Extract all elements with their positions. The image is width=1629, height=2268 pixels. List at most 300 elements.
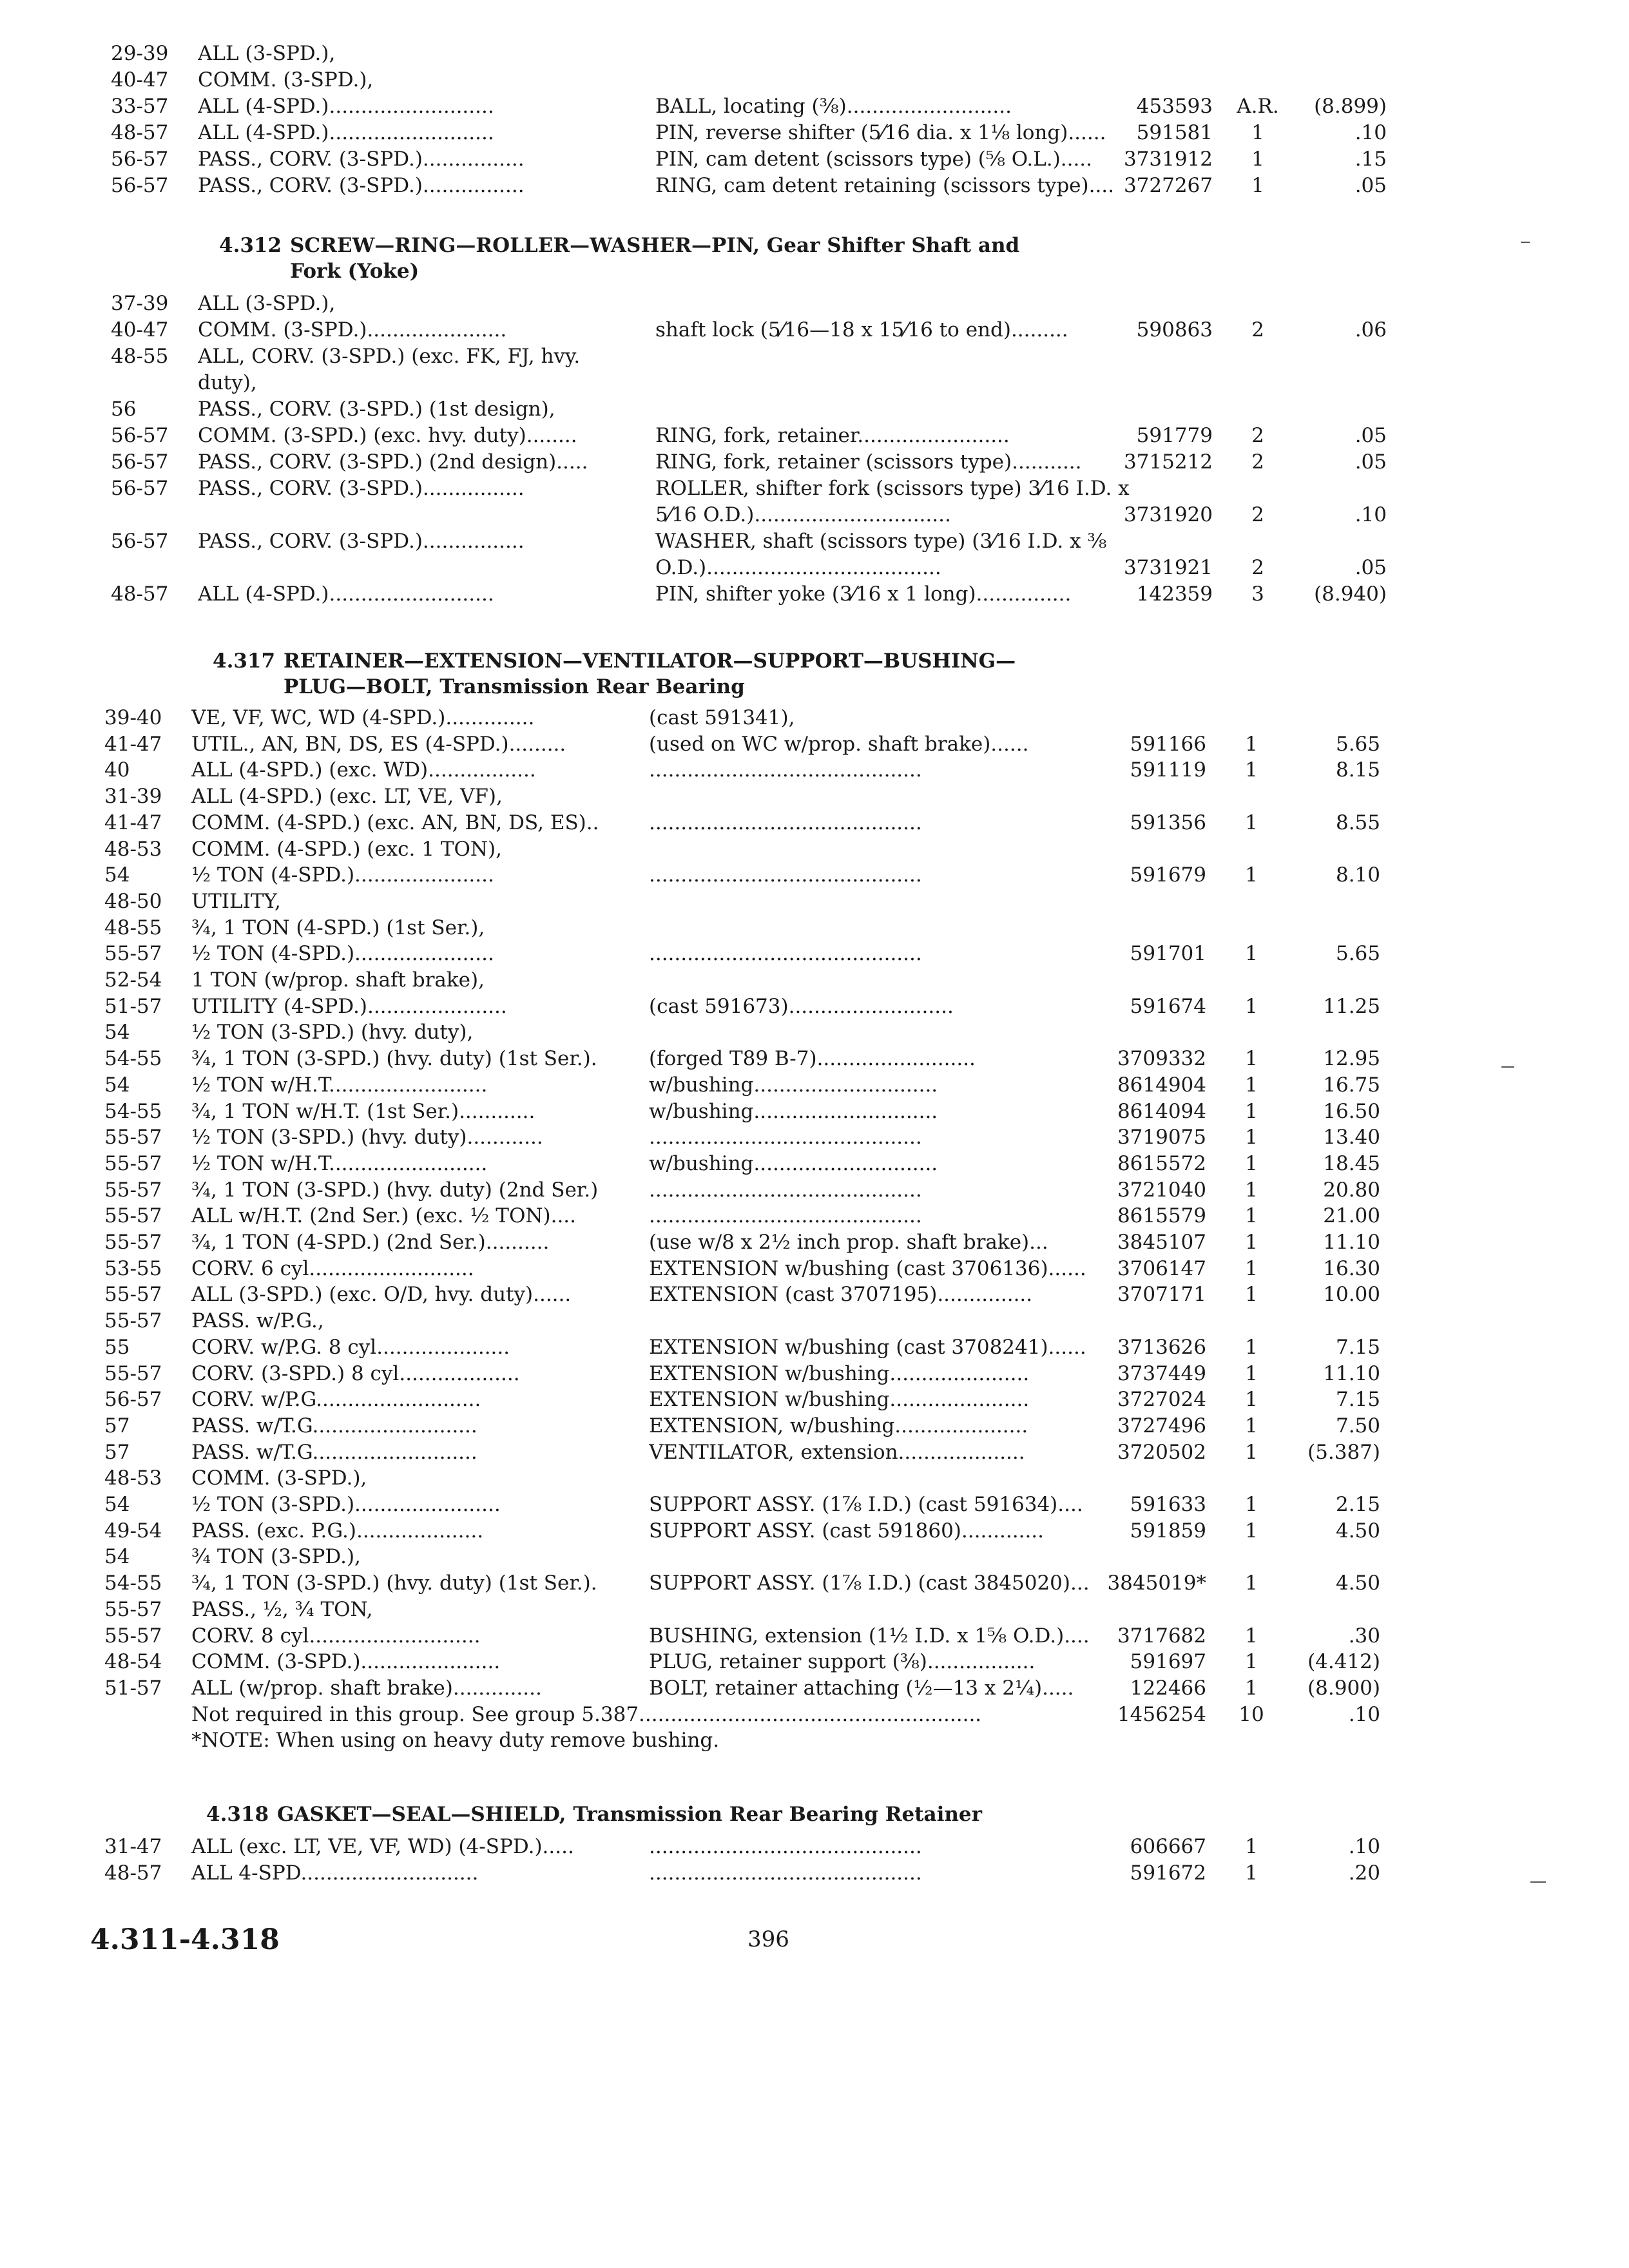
section-title-continued: Fork (Yoke) [290, 260, 419, 283]
years-cell: 55-57 [104, 1204, 162, 1227]
description-cell: (used on WC w/prop. shaft brake)...... [649, 733, 1029, 756]
models-cell: ALL (4-SPD.) (exc. WD)................. [191, 758, 536, 782]
models-cell: ALL (3-SPD.), [198, 292, 336, 315]
quantity-cell: 1 [1245, 1126, 1258, 1149]
years-cell: 57 [104, 1441, 130, 1464]
parts-row [104, 1727, 1393, 1754]
description-cell: ........................................... [649, 1126, 922, 1149]
years-cell: 55-57 [104, 1178, 162, 1202]
quantity-cell: 1 [1245, 1362, 1258, 1385]
description-cell: RING, fork, retainer........................ [655, 424, 1010, 447]
price-cell: (8.899) [1314, 95, 1387, 118]
parts-row [104, 1307, 1393, 1334]
description-cell: ........................................... [649, 1204, 922, 1227]
years-cell: 33-57 [111, 95, 169, 118]
price-cell: .30 [1348, 1624, 1380, 1648]
models-cell: ALL (4-SPD.).......................... [198, 121, 494, 144]
quantity-cell: 1 [1245, 863, 1258, 887]
years-cell: 57 [104, 1414, 130, 1437]
description-cell: RING, fork, retainer (scissors type)........... [655, 450, 1082, 474]
models-cell: ½ TON w/H.T......................... [191, 1073, 488, 1097]
part-number-cell: 8614094 [1117, 1100, 1206, 1123]
price-cell: 12.95 [1323, 1047, 1380, 1070]
parts-row [104, 1412, 1393, 1439]
price-cell: .20 [1348, 1861, 1380, 1885]
scan-mark [1501, 1066, 1514, 1068]
description-cell: O.D.)..................................... [655, 556, 941, 579]
models-cell: ALL (4-SPD.).......................... [198, 582, 494, 606]
models-cell: ¾, 1 TON (4-SPD.) (1st Ser.), [191, 916, 485, 939]
years-cell: 56-57 [111, 424, 169, 447]
description-cell: w/bushing............................. [649, 1100, 938, 1123]
years-cell: 54 [104, 1493, 130, 1516]
description-cell: 5⁄16 O.D.)............................... [655, 503, 951, 526]
quantity-cell: 3 [1251, 582, 1264, 606]
quantity-cell: 1 [1245, 1414, 1258, 1437]
section-header [206, 1801, 982, 1828]
models-cell: CORV. (3-SPD.) 8 cyl................... [191, 1362, 520, 1385]
parts-row [104, 756, 1393, 783]
price-cell: 2.15 [1335, 1493, 1380, 1516]
part-number-cell: 591119 [1130, 758, 1206, 782]
part-number-cell: 3731921 [1123, 556, 1213, 579]
years-cell: 55 [104, 1336, 130, 1359]
description-cell: (use w/8 x 2½ inch prop. shaft brake)... [649, 1231, 1048, 1254]
scan-mark [1521, 242, 1530, 243]
price-cell: .10 [1354, 121, 1387, 144]
parts-row [104, 1124, 1393, 1151]
models-cell: ALL, CORV. (3-SPD.) (exc. FK, FJ, hvy. [198, 345, 581, 368]
parts-row [104, 1334, 1393, 1361]
parts-row [104, 1833, 1393, 1860]
models-cell: ½ TON (3-SPD.) (hvy. duty), [191, 1021, 474, 1044]
years-cell: 56 [111, 398, 137, 421]
years-cell: 40-47 [111, 68, 169, 91]
part-number-cell: 3731920 [1123, 503, 1213, 526]
models-cell: ½ TON (3-SPD.) (hvy. duty)............ [191, 1126, 543, 1149]
models-cell: ¾, 1 TON (3-SPD.) (hvy. duty) (1st Ser.). [191, 1571, 597, 1595]
models-cell: ½ TON (3-SPD.)....................... [191, 1493, 501, 1516]
part-number-cell: 591166 [1130, 733, 1206, 756]
price-cell: 16.50 [1323, 1100, 1380, 1123]
price-cell: .15 [1354, 148, 1387, 171]
years-cell: 39-40 [104, 706, 162, 729]
years-cell: 49-54 [104, 1519, 162, 1542]
section-title: RETAINER—EXTENSION—VENTILATOR—SUPPORT—BUSHING— [284, 649, 1016, 673]
quantity-cell: 1 [1245, 995, 1258, 1018]
price-cell: 4.50 [1335, 1571, 1380, 1595]
part-number-cell: 142359 [1136, 582, 1213, 606]
price-cell: 8.55 [1335, 811, 1380, 834]
years-cell: 56-57 [111, 477, 169, 500]
models-cell: duty), [198, 371, 257, 394]
part-number-cell: 3721040 [1117, 1178, 1206, 1202]
part-number-cell: 591672 [1130, 1861, 1206, 1885]
description-cell: w/bushing............................. [649, 1152, 938, 1175]
models-cell: CORV. w/P.G. 8 cyl..................... [191, 1336, 510, 1359]
parts-row [111, 146, 1400, 173]
models-cell: ¾, 1 TON w/H.T. (1st Ser.)............ [191, 1100, 535, 1123]
description-cell: EXTENSION w/bushing (cast 3708241)...... [649, 1336, 1086, 1359]
section-header [213, 648, 1016, 675]
years-cell: 41-47 [104, 733, 162, 756]
quantity-cell: 1 [1245, 1100, 1258, 1123]
parts-row [104, 1701, 1393, 1728]
parts-row [104, 1072, 1393, 1099]
models-cell: PASS., CORV. (3-SPD.)................ [198, 174, 525, 197]
part-number-cell: 3709332 [1117, 1047, 1206, 1070]
models-cell: COMM. (4-SPD.) (exc. AN, BN, DS, ES).. [191, 811, 599, 834]
price-cell: (8.900) [1307, 1677, 1380, 1700]
years-cell: 31-47 [104, 1835, 162, 1858]
models-cell: PASS., ½, ¾ TON, [191, 1598, 373, 1621]
parts-row [104, 1202, 1393, 1229]
models-cell: PASS., CORV. (3-SPD.)................ [198, 477, 525, 500]
description-cell: SUPPORT ASSY. (1⅞ I.D.) (cast 3845020)... [649, 1571, 1090, 1595]
parts-row [111, 119, 1400, 146]
years-cell: 48-57 [111, 582, 169, 606]
parts-row [104, 1570, 1393, 1597]
price-cell: 11.25 [1323, 995, 1380, 1018]
description-cell: BALL, locating (⅜).......................... [655, 95, 1012, 118]
parts-row [111, 66, 1400, 93]
description-cell: PIN, cam detent (scissors type) (⅝ O.L.)..... [655, 148, 1093, 171]
description-cell: EXTENSION (cast 3707195)............... [649, 1283, 1033, 1306]
part-number-cell: 591859 [1130, 1519, 1206, 1542]
quantity-cell: 1 [1245, 1650, 1258, 1673]
quantity-cell: 1 [1245, 1493, 1258, 1516]
quantity-cell: A.R. [1237, 95, 1279, 118]
models-cell: PASS. (exc. P.G.).................... [191, 1519, 484, 1542]
quantity-cell: 1 [1245, 1677, 1258, 1700]
models-cell: UTILITY, [191, 890, 281, 913]
part-number-cell: 591581 [1136, 121, 1213, 144]
description-cell: SUPPORT ASSY. (cast 591860)............. [649, 1519, 1045, 1542]
part-number-cell: 591679 [1130, 863, 1206, 887]
quantity-cell: 1 [1245, 1073, 1258, 1097]
years-cell: 40 [104, 758, 130, 782]
description-cell: WASHER, shaft (scissors type) (3⁄16 I.D. x ⅜ [655, 530, 1107, 553]
years-cell: 55-57 [104, 1152, 162, 1175]
description-cell: ........................................... [649, 1861, 922, 1885]
models-cell: PASS. w/T.G.......................... [191, 1414, 477, 1437]
years-cell: 48-50 [104, 890, 162, 913]
models-cell: COMM. (4-SPD.) (exc. 1 TON), [191, 838, 502, 861]
part-number-cell: 591701 [1130, 942, 1206, 965]
part-number-cell: 3719075 [1117, 1126, 1206, 1149]
part-number-cell: 1456254 [1117, 1703, 1206, 1726]
years-cell: 31-39 [104, 785, 162, 808]
years-cell: 48-54 [104, 1650, 162, 1673]
description-cell: PIN, shifter yoke (3⁄16 x 1 long)............... [655, 582, 1072, 606]
models-cell: ½ TON (4-SPD.)...................... [191, 942, 494, 965]
models-cell: COMM. (3-SPD.), [191, 1466, 367, 1490]
price-cell: 13.40 [1323, 1126, 1380, 1149]
parts-row [104, 1177, 1393, 1204]
description-cell: w/bushing............................. [649, 1073, 938, 1097]
years-cell: 51-57 [104, 995, 162, 1018]
price-cell: 20.80 [1323, 1178, 1380, 1202]
years-cell: 54-55 [104, 1571, 162, 1595]
part-number-cell: 3715212 [1123, 450, 1213, 474]
part-number-cell: 8615572 [1117, 1152, 1206, 1175]
years-cell: 54-55 [104, 1100, 162, 1123]
section-number: 4.312 [219, 234, 282, 257]
note-cell: Not required in this group. See group 5.387...................................................... [191, 1703, 982, 1726]
section-title: SCREW—RING—ROLLER—WASHER—PIN, Gear Shifter Shaft and [290, 234, 1020, 257]
note-cell: *NOTE: When using on heavy duty remove bushing. [191, 1729, 720, 1752]
years-cell: 41-47 [104, 811, 162, 834]
years-cell: 55-57 [104, 1231, 162, 1254]
quantity-cell: 1 [1245, 1178, 1258, 1202]
parts-row [104, 940, 1393, 967]
price-cell: .05 [1354, 174, 1387, 197]
part-number-cell: 122466 [1130, 1677, 1206, 1700]
quantity-cell: 1 [1251, 174, 1264, 197]
parts-row [111, 172, 1400, 199]
part-number-cell: 8615579 [1117, 1204, 1206, 1227]
quantity-cell: 2 [1251, 556, 1264, 579]
quantity-cell: 1 [1245, 1152, 1258, 1175]
parts-row [104, 1491, 1393, 1518]
price-cell: 4.50 [1335, 1519, 1380, 1542]
models-cell: PASS. w/T.G.......................... [191, 1441, 477, 1464]
years-cell: 53-55 [104, 1257, 162, 1280]
models-cell: ALL (exc. LT, VE, VF, WD) (4-SPD.)..... [191, 1835, 574, 1858]
parts-row [104, 1465, 1393, 1492]
part-number-cell: 3717682 [1117, 1624, 1206, 1648]
parts-row [104, 1543, 1393, 1570]
models-cell: ½ TON (4-SPD.)...................... [191, 863, 494, 887]
quantity-cell: 1 [1245, 1283, 1258, 1306]
parts-row [111, 40, 1400, 67]
models-cell: PASS. w/P.G., [191, 1309, 324, 1332]
models-cell: UTILITY (4-SPD.)...................... [191, 995, 507, 1018]
part-number-cell: 3845019* [1107, 1571, 1206, 1595]
description-cell: ROLLER, shifter fork (scissors type) 3⁄16 I.D. x [655, 477, 1130, 500]
description-cell: ........................................... [649, 1835, 922, 1858]
years-cell: 52-54 [104, 968, 162, 992]
quantity-cell: 1 [1251, 121, 1264, 144]
price-cell: 16.30 [1323, 1257, 1380, 1280]
quantity-cell: 1 [1245, 758, 1258, 782]
parts-row [111, 554, 1400, 581]
models-cell: PASS., CORV. (3-SPD.) (2nd design)..... [198, 450, 588, 474]
description-cell: EXTENSION w/bushing...................... [649, 1388, 1030, 1411]
description-cell: BUSHING, extension (1½ I.D. x 1⅝ O.D.).... [649, 1624, 1090, 1648]
models-cell: ALL (4-SPD.) (exc. LT, VE, VF), [191, 785, 503, 808]
years-cell: 29-39 [111, 42, 169, 65]
part-number-cell: 590863 [1136, 318, 1213, 341]
description-cell: (cast 591341), [649, 706, 795, 729]
models-cell: ½ TON w/H.T......................... [191, 1152, 488, 1175]
section-title: GASKET—SEAL—SHIELD, Transmission Rear Bearing Retainer [277, 1803, 982, 1826]
years-cell: 56-57 [111, 450, 169, 474]
parts-row [104, 888, 1393, 915]
years-cell: 54 [104, 1073, 130, 1097]
price-cell: .06 [1354, 318, 1387, 341]
years-cell: 55-57 [104, 1598, 162, 1621]
models-cell: ALL w/H.T. (2nd Ser.) (exc. ½ TON).... [191, 1204, 577, 1227]
price-cell: 18.45 [1323, 1152, 1380, 1175]
part-number-cell: 591356 [1130, 811, 1206, 834]
parts-row [104, 1281, 1393, 1308]
years-cell: 40-47 [111, 318, 169, 341]
quantity-cell: 1 [1245, 1388, 1258, 1411]
years-cell: 55-57 [104, 1283, 162, 1306]
parts-row [104, 1648, 1393, 1675]
models-cell: 1 TON (w/prop. shaft brake), [191, 968, 485, 992]
price-cell: 5.65 [1335, 733, 1380, 756]
parts-row [104, 1439, 1393, 1466]
description-cell: ........................................... [649, 863, 922, 887]
parts-row [104, 783, 1393, 810]
group-range-footer: 4.311-4.318 [90, 1923, 280, 1956]
description-cell: EXTENSION, w/bushing..................... [649, 1414, 1028, 1437]
part-number-cell: 3706147 [1117, 1257, 1206, 1280]
quantity-cell: 1 [1245, 733, 1258, 756]
quantity-cell: 1 [1245, 1047, 1258, 1070]
part-number-cell: 591779 [1136, 424, 1213, 447]
price-cell: 11.10 [1323, 1362, 1380, 1385]
parts-row [111, 316, 1400, 343]
price-cell: (8.940) [1314, 582, 1387, 606]
price-cell: .05 [1354, 556, 1387, 579]
price-cell: 10.00 [1323, 1283, 1380, 1306]
years-cell: 48-53 [104, 1466, 162, 1490]
parts-row [104, 966, 1393, 994]
description-cell: PIN, reverse shifter (5⁄16 dia. x 1⅛ long)...... [655, 121, 1106, 144]
price-cell: .10 [1354, 503, 1387, 526]
parts-row [104, 1622, 1393, 1649]
models-cell: ¾, 1 TON (4-SPD.) (2nd Ser.).......... [191, 1231, 550, 1254]
models-cell: COMM. (3-SPD.)...................... [198, 318, 507, 341]
parts-row [104, 809, 1393, 836]
price-cell: 7.15 [1335, 1388, 1380, 1411]
years-cell: 54 [104, 1021, 130, 1044]
parts-row [104, 1229, 1393, 1256]
description-cell: PLUG, retainer support (⅜)................. [649, 1650, 1036, 1673]
years-cell: 48-55 [104, 916, 162, 939]
models-cell: ¾, 1 TON (3-SPD.) (hvy. duty) (1st Ser.). [191, 1047, 597, 1070]
parts-row [104, 1019, 1393, 1046]
parts-row [111, 93, 1400, 120]
price-cell: (5.387) [1307, 1441, 1380, 1464]
models-cell: ¾, 1 TON (3-SPD.) (hvy. duty) (2nd Ser.) [191, 1178, 599, 1202]
quantity-cell: 1 [1245, 1624, 1258, 1648]
part-number-cell: 3731912 [1123, 148, 1213, 171]
parts-row [111, 343, 1400, 370]
part-number-cell: 591674 [1130, 995, 1206, 1018]
parts-row [104, 1517, 1393, 1544]
price-cell: 7.15 [1335, 1336, 1380, 1359]
models-cell: VE, VF, WC, WD (4-SPD.).............. [191, 706, 535, 729]
quantity-cell: 1 [1245, 1519, 1258, 1542]
section-number: 4.318 [206, 1803, 269, 1826]
models-cell: PASS., CORV. (3-SPD.) (1st design), [198, 398, 555, 421]
description-cell: ........................................... [649, 758, 922, 782]
quantity-cell: 1 [1245, 1861, 1258, 1885]
price-cell: (4.412) [1307, 1650, 1380, 1673]
parts-row [104, 1255, 1393, 1282]
parts-row [104, 1860, 1393, 1887]
models-cell: ALL (3-SPD.) (exc. O/D, hvy. duty)...... [191, 1283, 572, 1306]
parts-row [111, 290, 1400, 317]
parts-row [104, 1596, 1393, 1623]
quantity-cell: 1 [1245, 1257, 1258, 1280]
parts-row [104, 836, 1393, 863]
part-number-cell: 3713626 [1117, 1336, 1206, 1359]
part-number-cell: 8614904 [1117, 1073, 1206, 1097]
parts-row [111, 528, 1400, 555]
part-number-cell: 3727496 [1117, 1414, 1206, 1437]
models-cell: PASS., CORV. (3-SPD.)................ [198, 148, 525, 171]
price-cell: .10 [1348, 1835, 1380, 1858]
years-cell: 56-57 [111, 174, 169, 197]
years-cell: 55-57 [104, 1624, 162, 1648]
quantity-cell: 2 [1251, 424, 1264, 447]
quantity-cell: 1 [1245, 1835, 1258, 1858]
models-cell: ALL (3-SPD.), [198, 42, 336, 65]
parts-row [111, 581, 1400, 608]
years-cell: 48-55 [111, 345, 169, 368]
part-number-cell: 3845107 [1117, 1231, 1206, 1254]
parts-row [104, 993, 1393, 1020]
price-cell: 5.65 [1335, 942, 1380, 965]
quantity-cell: 1 [1245, 811, 1258, 834]
parts-row [111, 501, 1400, 528]
years-cell: 48-57 [104, 1861, 162, 1885]
description-cell: shaft lock (5⁄16—18 x 15⁄16 to end)......... [655, 318, 1068, 341]
description-cell: EXTENSION w/bushing (cast 3706136)...... [649, 1257, 1086, 1280]
years-cell: 54-55 [104, 1047, 162, 1070]
price-cell: 8.15 [1335, 758, 1380, 782]
price-cell: 8.10 [1335, 863, 1380, 887]
parts-row [111, 475, 1400, 502]
price-cell: .10 [1348, 1703, 1380, 1726]
models-cell: CORV. 8 cyl........................... [191, 1624, 481, 1648]
quantity-cell: 1 [1245, 1441, 1258, 1464]
parts-row [104, 1150, 1393, 1177]
description-cell: RING, cam detent retaining (scissors type).... [655, 174, 1115, 197]
years-cell: 56-57 [111, 148, 169, 171]
quantity-cell: 1 [1245, 1204, 1258, 1227]
years-cell: 55-57 [104, 1126, 162, 1149]
models-cell: ¾ TON (3-SPD.), [191, 1545, 361, 1568]
part-number-cell: 3720502 [1117, 1441, 1206, 1464]
years-cell: 48-53 [104, 838, 162, 861]
years-cell: 37-39 [111, 292, 169, 315]
description-cell: EXTENSION w/bushing...................... [649, 1362, 1030, 1385]
part-number-cell: 3707171 [1117, 1283, 1206, 1306]
years-cell: 48-57 [111, 121, 169, 144]
quantity-cell: 1 [1245, 942, 1258, 965]
models-cell: ALL (w/prop. shaft brake).............. [191, 1677, 542, 1700]
part-number-cell: 3727024 [1117, 1388, 1206, 1411]
years-cell: 54 [104, 863, 130, 887]
parts-row [104, 861, 1393, 889]
description-cell: ........................................... [649, 942, 922, 965]
description-cell: VENTILATOR, extension.................... [649, 1441, 1025, 1464]
parts-row [111, 396, 1400, 423]
years-cell: 54 [104, 1545, 130, 1568]
description-cell: ........................................... [649, 1178, 922, 1202]
description-cell: ........................................... [649, 811, 922, 834]
quantity-cell: 1 [1245, 1571, 1258, 1595]
quantity-cell: 1 [1245, 1336, 1258, 1359]
models-cell: COMM. (3-SPD.), [198, 68, 374, 91]
parts-row [104, 1386, 1393, 1413]
